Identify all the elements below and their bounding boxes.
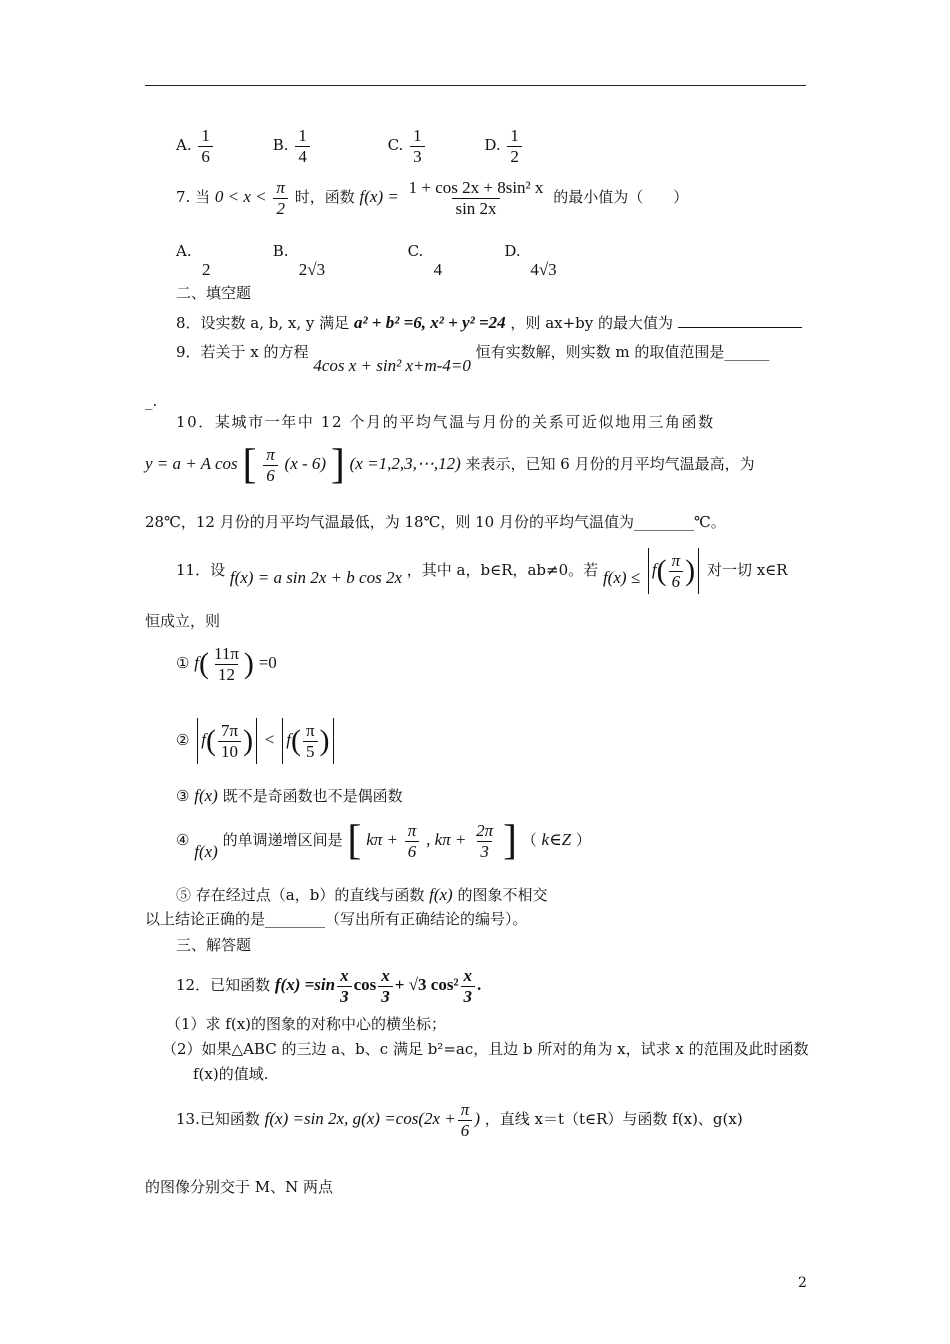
page-number: 2 — [798, 1275, 807, 1291]
question-11-line2: 恒成立，则 — [145, 612, 221, 630]
question-11: 11．设 f(x) = a sin 2x + b cos 2x ，其中 a，b∈R，ab≠0。若 f(x) ≤ f( $\frac{\pi}{6}$ ) 对一切 x∈R — [176, 548, 788, 594]
q6-option-b: B. $\frac{1}{4}$ — [273, 126, 383, 166]
q7-options: A. 2 B. 2√3 C. 4 D. 4√3 — [176, 242, 557, 279]
question-12-part2: （2）如果△ABC 的三边 a、b、c 满足 b²=ac，且边 b 所对的角为 x，试求 x 的范围及此时函数 — [162, 1040, 809, 1058]
q6-option-c: C. $\frac{1}{3}$ — [388, 126, 480, 166]
question-10-line3: 28℃，12 月份的月平均气温最低，为 18℃，则 10 月份的平均气温值为________℃。 — [145, 513, 726, 531]
question-9: 9．若关于 x 的方程 4cos x + sin² x+m-4=0 恒有实数解，则实数 m 的取值范围是______ — [176, 343, 770, 375]
question-12: 12．已知函数 f(x) =sin $\frac{x}{3}$ cos $\frac{x}{3}$ + √3 cos² $\frac{x}{3}$ . — [176, 966, 482, 1006]
question-8: 8．设实数 a, b, x, y 满足 a² + b² =6, x² + y² =24 ，则 ax+by 的最大值为 — [176, 313, 802, 333]
q6-option-a: A. $\frac{1}{6}$ — [176, 126, 268, 166]
q11-claim-1: ① f( $\frac{11\pi}{12}$ ) =0 — [176, 644, 277, 684]
section-solve: 三、解答题 — [176, 936, 252, 954]
q6-options — [176, 126, 524, 166]
q11-claim-2: ② f( $\frac{7\pi}{10}$ ) < f( $\frac{\pi}{5}$ ) — [176, 718, 337, 764]
question-12-part2-cont: f(x)的值域. — [193, 1065, 269, 1083]
question-7: 7. 当 0 < x < $\frac{\pi}{2}$ 时，函数 f(x) = $\frac{\text{1 + cos 2x + 8sin² x}}{\sin 2x}$ 的最小值为（ ） — [176, 178, 689, 218]
q11-claim-4: ④ f(x) 的单调递增区间是 [ kπ + $\frac{\pi}{6}$ , kπ + $\frac{2\pi}{3}$ ] （ k∈Z ） — [176, 818, 591, 864]
question-12-part1: （1）求 f(x)的图象的对称中心的横坐标； — [166, 1015, 447, 1033]
question-13: 13.已知函数 f(x) =sin 2x, g(x) =cos(2x + $\frac{\pi}{6}$ ) ，直线 x＝t（t∈R）与函数 f(x)、g(x) — [176, 1100, 743, 1140]
question-10-line2: y = a + A cos [ $\frac{\pi}{6}$ (x - 6) ] (x =1,2,3,⋯,12) 来表示，已知 6 月份的月平均气温最高，为 — [145, 442, 755, 488]
q11-conclusion: 以上结论正确的是________（写出所有正确结论的编号）。 — [145, 910, 528, 928]
question-9-cont: _. — [145, 392, 158, 410]
q11-claim-3: ③ f(x) 既不是奇函数也不是偶函数 — [176, 786, 403, 805]
question-10-line1: 10．某城市一年中 12 个月的平均气温与月份的关系可近似地用三角函数 — [176, 413, 715, 431]
header-rule — [145, 85, 806, 86]
question-13-line2: 的图像分别交于 M、N 两点 — [145, 1178, 334, 1196]
q11-claim-5: ⑤ 存在经过点（a，b）的直线与函数 f(x) 的图象不相交 — [176, 885, 548, 904]
section-fill-blank: 二、填空题 — [176, 284, 252, 302]
q6-option-d: D. $\frac{1}{2}$ — [484, 126, 524, 166]
